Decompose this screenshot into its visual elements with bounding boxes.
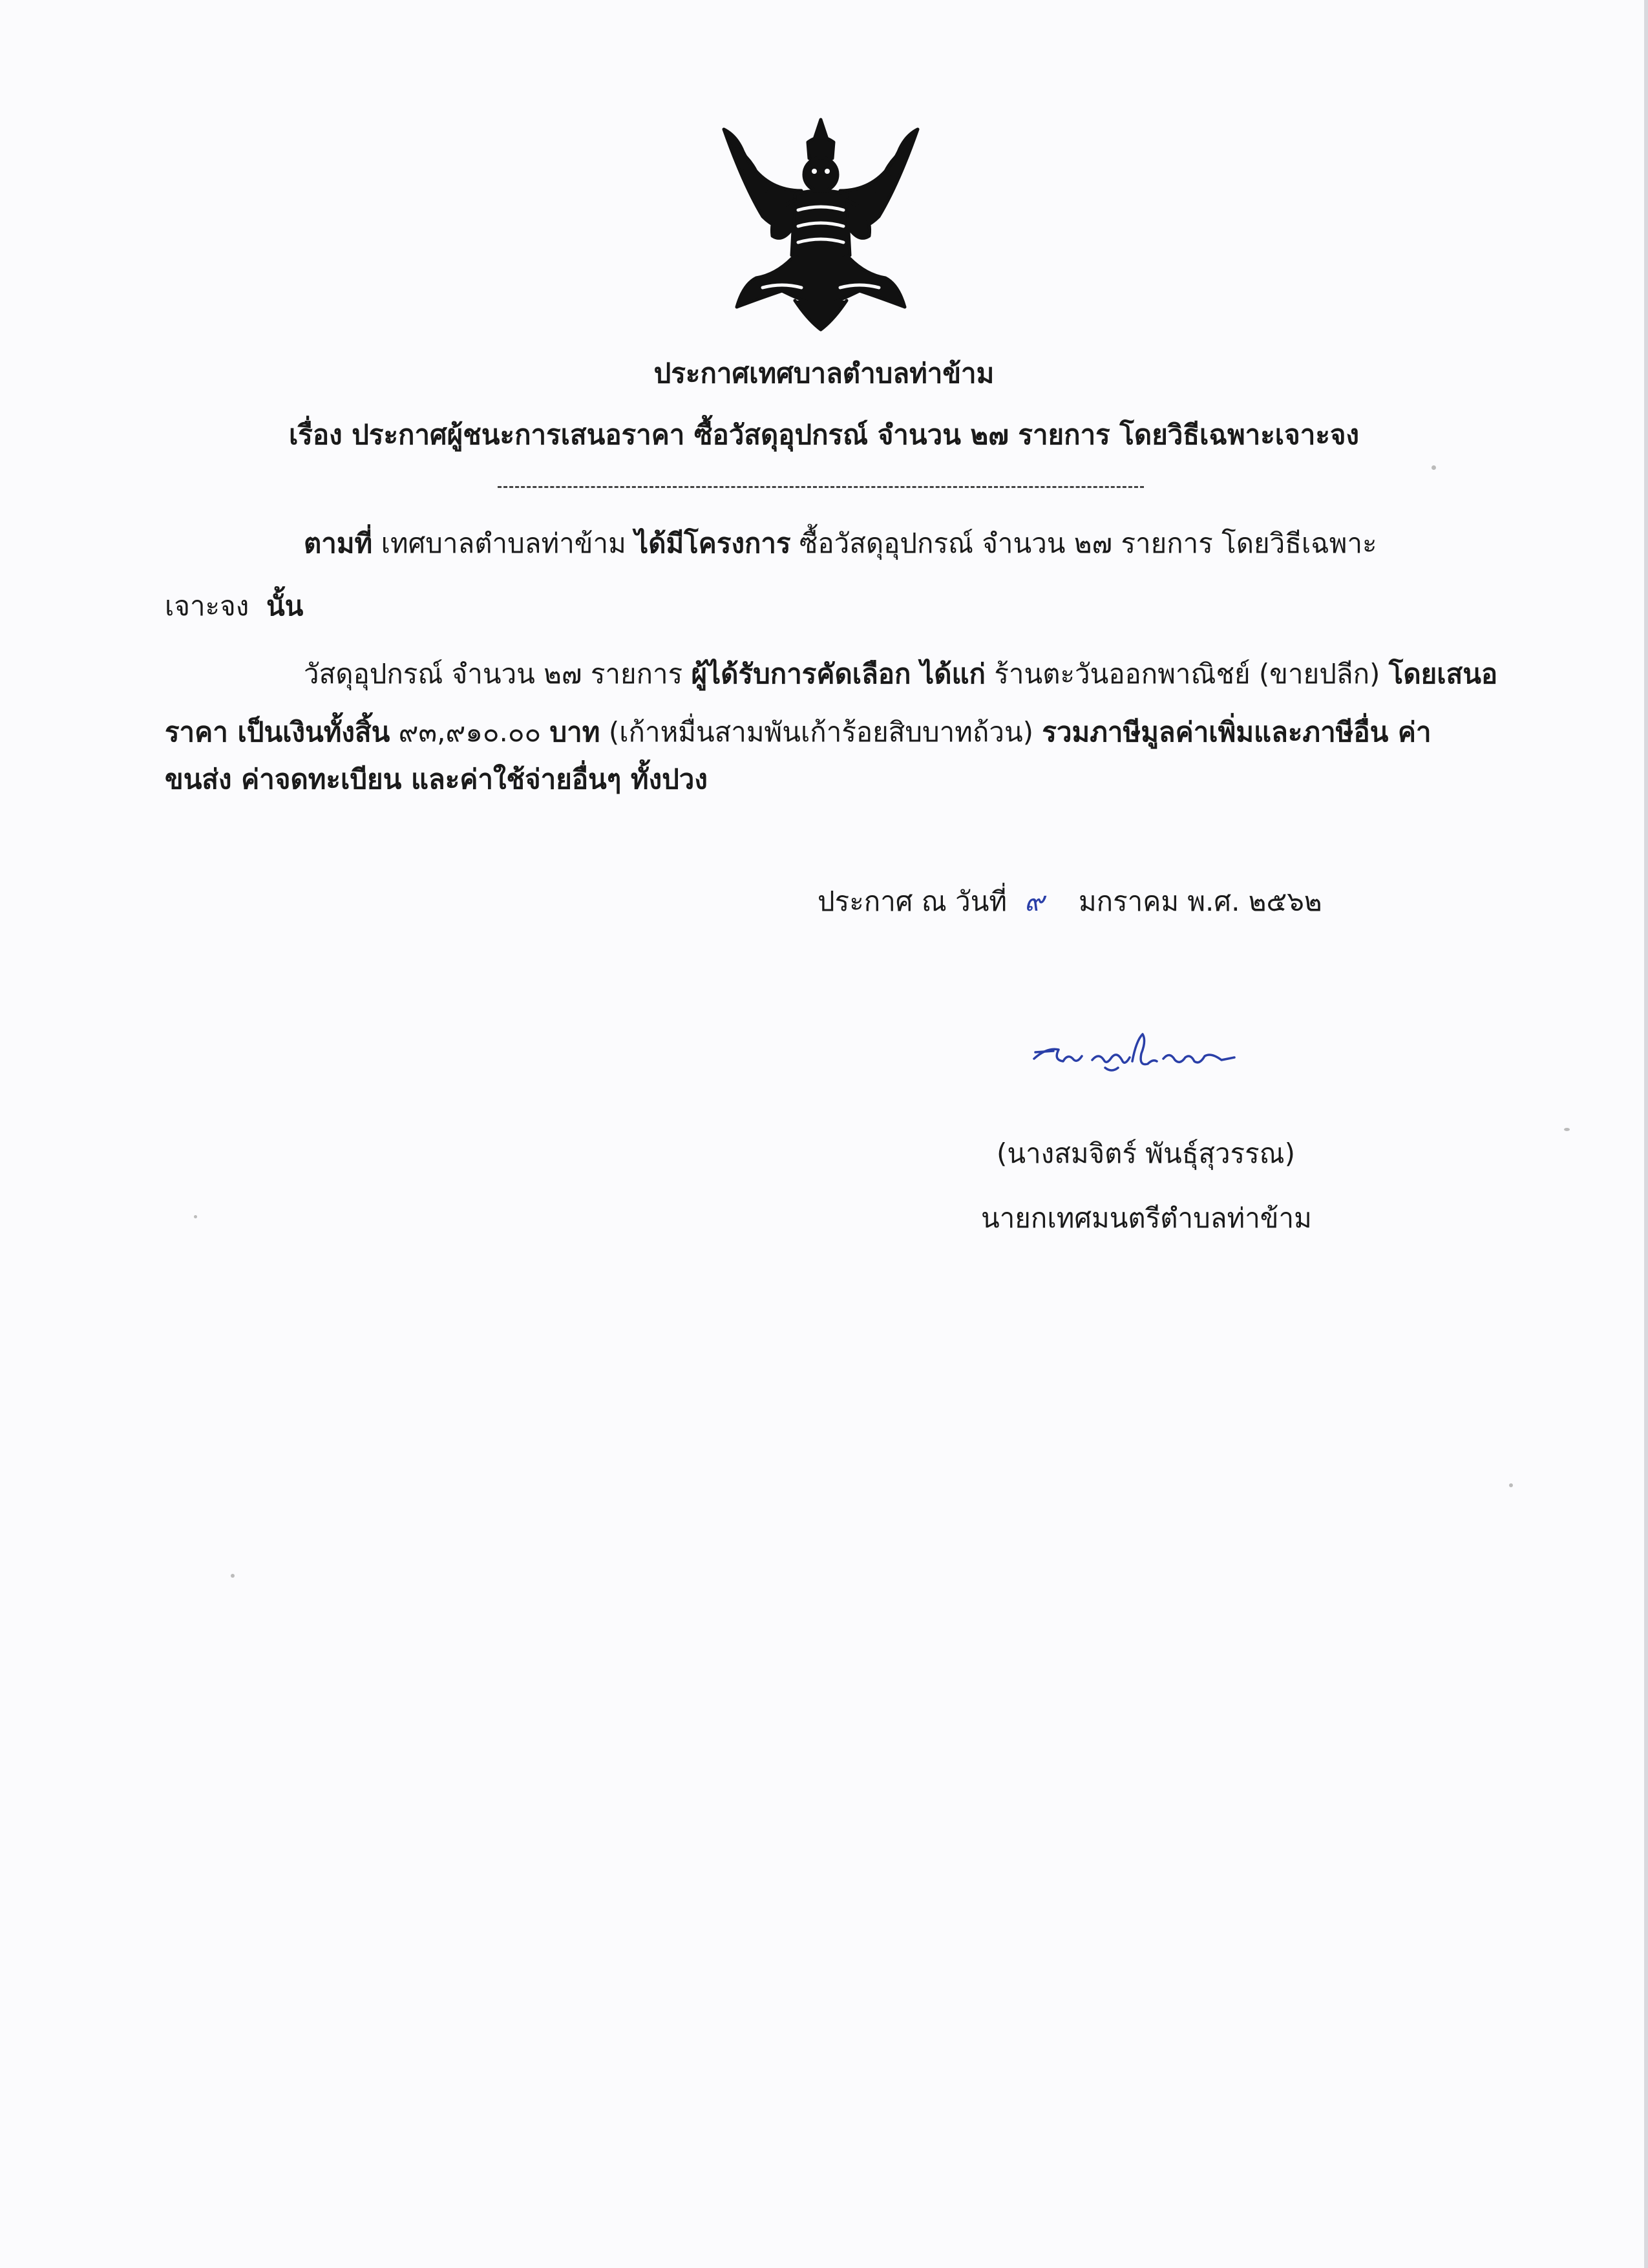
paragraph-2-line-2 <box>165 711 1431 754</box>
p2-f: ๙๓,๙๑๐.๐๐ <box>398 716 542 748</box>
p1-e: เจาะจง <box>165 590 249 622</box>
p1-c: ได้มีโครงการ <box>635 527 791 559</box>
p2-g: บาท <box>549 716 600 748</box>
scan-speck <box>1564 1128 1570 1131</box>
paragraph-2-line-3 <box>165 758 708 801</box>
p1-d: ซื้อวัสดุอุปกรณ์ จำนวน ๒๗ รายการ โดยวิธีเฉพาะ <box>799 527 1377 559</box>
paragraph-1-line-1 <box>304 522 1377 565</box>
subject-rest: ซื้อวัสดุอุปกรณ์ จำนวน ๒๗ รายการ โดยวิธีเฉพาะเจาะจง <box>694 419 1360 450</box>
date-month-year: มกราคม พ.ศ. ๒๕๖๒ <box>1078 885 1322 917</box>
paragraph-2-line-1 <box>304 653 1497 695</box>
date-day: ๙ <box>1024 885 1044 917</box>
announcement-title: ประกาศเทศบาลตำบลท่าข้าม <box>653 357 995 389</box>
signer-name: (นางสมจิตร์ พันธุ์สุวรรณ) <box>997 1138 1296 1169</box>
scan-speck <box>194 1215 197 1218</box>
p2-c: ร้านตะวันออกพาณิชย์ (ขายปลีก) <box>994 658 1380 690</box>
p2-d: โดยเสนอ <box>1388 658 1498 690</box>
scan-speck <box>231 1574 235 1578</box>
p1-b: เทศบาลตำบลท่าข้าม <box>381 527 626 559</box>
p2-j: ขนส่ง ค่าจดทะเบียน และค่าใช้จ่ายอื่นๆ ทั้งปวง <box>165 763 708 795</box>
scan-speck <box>1431 465 1436 470</box>
signer-position: นายกเทศมนตรีตำบลท่าข้าม <box>981 1202 1312 1234</box>
paragraph-1-line-2 <box>165 585 303 628</box>
p1-a: ตามที่ <box>304 527 373 559</box>
p2-a: วัสดุอุปกรณ์ จำนวน ๒๗ รายการ <box>304 658 683 690</box>
subject-bold: ประกาศผู้ชนะการเสนอราคา <box>352 419 685 450</box>
date-prefix: ประกาศ ณ วันที่ <box>818 885 1008 917</box>
garuda-emblem-icon <box>717 113 924 336</box>
scan-edge <box>1644 0 1648 2268</box>
p2-h: (เก้าหมื่นสามพันเก้าร้อยสิบบาทถ้วน) <box>608 716 1034 748</box>
p2-e: ราคา เป็นเงินทั้งสิ้น <box>165 716 390 748</box>
p2-i: รวมภาษีมูลค่าเพิ่มและภาษีอื่น ค่า <box>1042 716 1431 748</box>
title-divider <box>498 486 1144 488</box>
subject-label: เรื่อง <box>288 419 343 450</box>
handwritten-signature <box>1028 1028 1241 1086</box>
announcement-date <box>818 880 1322 923</box>
scan-speck <box>1509 1483 1513 1487</box>
announcement-subject <box>0 414 1648 456</box>
p1-f: นั้น <box>266 590 304 622</box>
p2-b: ผู้ได้รับการคัดเลือก ได้แก่ <box>691 658 986 690</box>
